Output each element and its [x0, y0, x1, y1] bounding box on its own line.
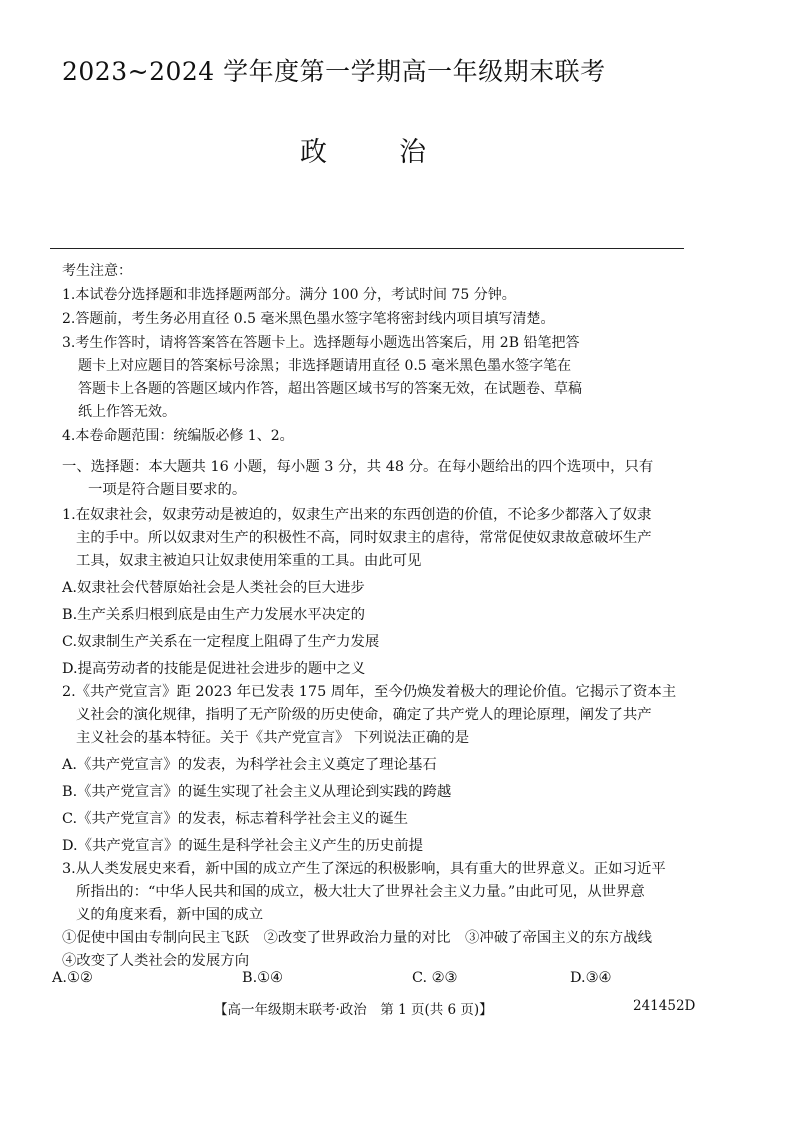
- question-1-option-a: A.奴隶社会代替原始社会是人类社会的巨大进步: [62, 580, 365, 596]
- exam-title: 2023~2024 学年度第一学期高一年级期末联考: [62, 57, 606, 86]
- question-2-option-c: C.《共产党宣言》的发表，标志着科学社会主义的诞生: [62, 811, 409, 827]
- subject-char-left: 政: [300, 137, 327, 168]
- notice-item: 3.考生作答时，请将答案答在答题卡上。选择题每小题选出答案后，用 2B 铅笔把答: [62, 335, 580, 351]
- question-2-option-a: A.《共产党宣言》的发表，为科学社会主义奠定了理论基石: [62, 757, 437, 773]
- notice-item: 1.本试卷分选择题和非选择题两部分。满分 100 分，考试时间 75 分钟。: [62, 287, 516, 303]
- question-1-option-c: C.奴隶制生产关系在一定程度上阻碍了生产力发展: [62, 634, 380, 650]
- notice-item-continued: 纸上作答无效。: [78, 404, 176, 420]
- question-3-statements: ①促使中国由专制向民主飞跃 ②改变了世界政治力量的对比 ③冲破了帝国主义的东方战线: [62, 930, 653, 946]
- question-3-stem-continued: 义的角度来看，新中国的成立: [76, 907, 264, 923]
- question-1-stem-continued: 主的手中。所以奴隶对生产的积极性不高，同时奴隶主的虐待，常常促使奴隶故意破坏生产: [76, 530, 652, 546]
- question-2-option-d: D.《共产党宣言》的诞生是科学社会主义产生的历史前提: [62, 838, 423, 854]
- notice-item: 2.答题前，考生务必用直径 0.5 毫米黑色墨水签字笔将密封线内项目填写清楚。: [62, 311, 555, 327]
- question-2-option-b: B.《共产党宣言》的诞生实现了社会主义从理论到实践的跨越: [62, 784, 452, 800]
- question-1-stem: 1.在奴隶社会，奴隶劳动是被迫的，奴隶生产出来的东西创造的价值，不论多少都落入了奴隶: [62, 507, 652, 523]
- question-body: [62, 456, 732, 973]
- question-3-statements-continued: ④改变了人类社会的发展方向: [62, 953, 250, 969]
- header-divider: [50, 248, 684, 249]
- subject-heading: [300, 130, 426, 169]
- answer-option-c: C. ②③: [412, 970, 458, 986]
- paper-code: 241452D: [633, 998, 696, 1014]
- question-2-stem: 2.《共产党宣言》距 2023 年已发表 175 周年，至今仍焕发着极大的理论价值。它揭示了资本主: [62, 684, 677, 700]
- notice-heading: 考生注意：: [62, 263, 132, 279]
- section-instruction-continued: 一项是符合题目要求的。: [88, 482, 247, 498]
- answer-option-a: A.①②: [52, 970, 93, 986]
- answer-option-b: B.①④: [242, 970, 283, 986]
- answer-option-d: D.③④: [570, 970, 612, 986]
- notice-item-continued: 答题卡上各题的答题区域内作答，超出答题区域书写的答案无效，在试题卷、草稿: [78, 381, 582, 397]
- question-3-stem: 3.从人类发展史来看，新中国的成立产生了深远的积极影响，具有重大的世界意义。正如习近平: [62, 861, 666, 877]
- page-footer: 【高一年级期末联考·政治 第 1 页(共 6 页)】: [214, 1002, 493, 1018]
- question-2-stem-continued: 主义社会的基本特征。关于《共产党宣言》 下列说法正确的是: [76, 730, 470, 746]
- question-1-stem-continued: 工具，奴隶主被迫只让奴隶使用笨重的工具。由此可见: [76, 553, 422, 569]
- question-2-stem-continued: 义社会的演化规律，指明了无产阶级的历史使命，确定了共产党人的理论原理，阐发了共产: [76, 707, 652, 723]
- notice-item-continued: 题卡上对应题目的答案标号涂黑；非选择题请用直径 0.5 毫米黑色墨水签字笔在: [78, 358, 572, 374]
- section-instruction: 一、选择题：本大题共 16 小题，每小题 3 分，共 48 分。在每小题给出的四个选项中，只有: [62, 459, 654, 475]
- question-1-option-b: B.生产关系归根到底是由生产力发展水平决定的: [62, 607, 365, 623]
- question-3-stem-continued: 所指出的：“中华人民共和国的成立，极大壮大了世界社会主义力量。”由此可见，从世界意: [76, 884, 645, 900]
- notice-item: 4.本卷命题范围：统编版必修 1、2。: [62, 428, 294, 444]
- candidate-notice: [62, 260, 722, 448]
- question-1-option-d: D.提高劳动者的技能是促进社会进步的题中之义: [62, 661, 366, 677]
- subject-char-right: 治: [399, 137, 426, 168]
